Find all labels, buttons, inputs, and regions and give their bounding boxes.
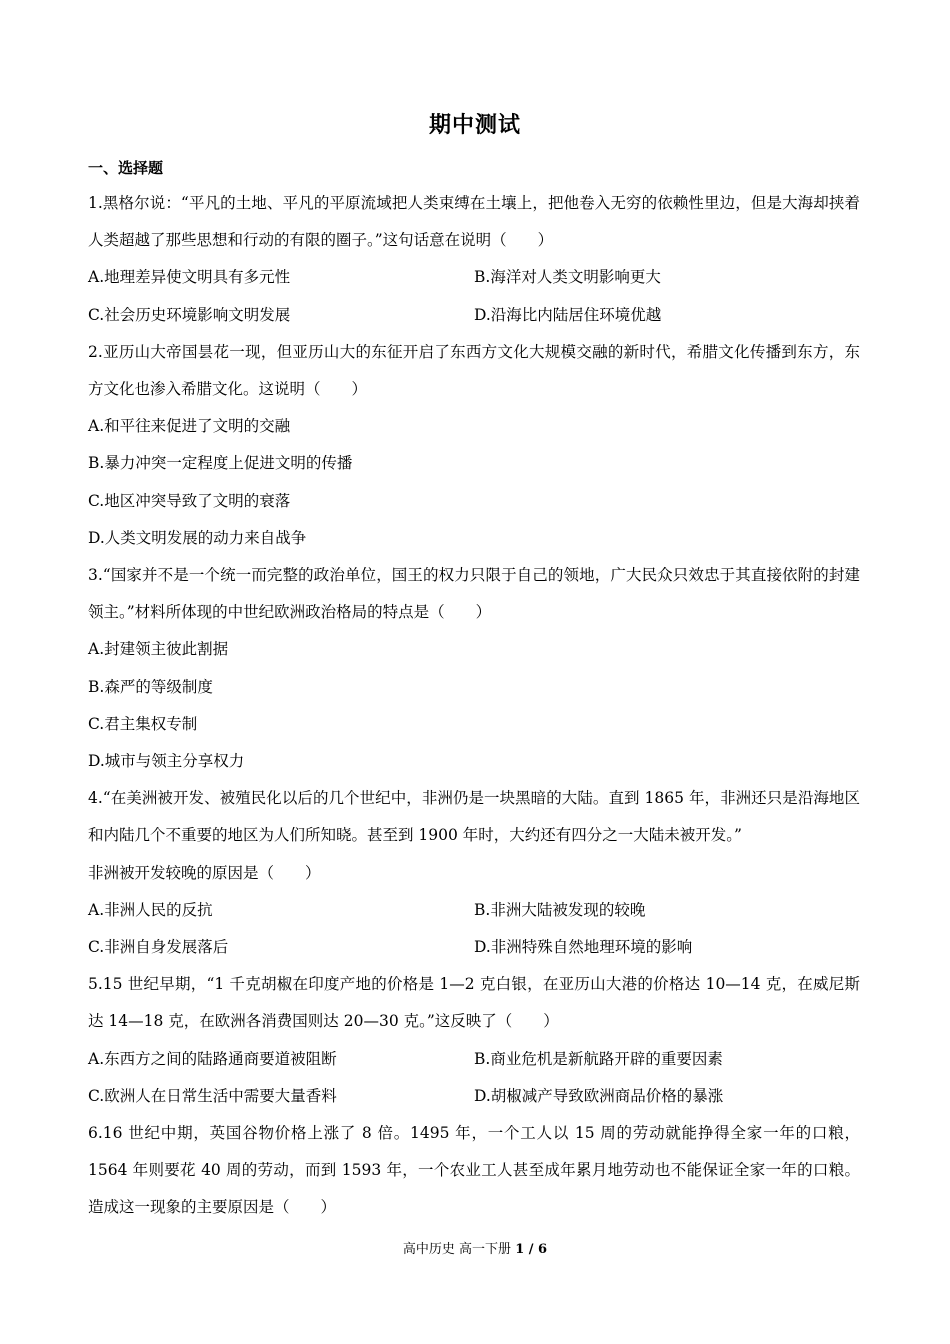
question-stem-continued: 非洲被开发较晚的原因是（ ） bbox=[88, 863, 321, 882]
question-stem: 4.“在美洲被开发、被殖民化以后的几个世纪中，非洲仍是一块黑暗的大陆。直到 1865 年，非洲还只是沿海地区和内陆几个不重要的地区为人们所知晓。甚至到 1900 年时，大约还有四分之一大陆未被开发。” bbox=[88, 789, 860, 845]
option-row bbox=[88, 297, 860, 334]
question-stem: 3.“国家并不是一个统一而完整的政治单位，国王的权力只限于自己的领地，广大民众只效忠于其直接依附的封建领主。”材料所体现的中世纪欧洲政治格局的特点是（ ） bbox=[88, 566, 860, 622]
option-b: B.海洋对人类文明影响更大 bbox=[474, 268, 661, 287]
page-number: 1 / 6 bbox=[515, 1242, 548, 1257]
option-b: B.暴力冲突一定程度上促进文明的传播 bbox=[88, 454, 353, 473]
section-heading: 一、选择题 bbox=[88, 159, 164, 177]
page-footer bbox=[0, 1238, 950, 1257]
question bbox=[88, 1115, 860, 1227]
option-d: D.城市与领主分享权力 bbox=[88, 752, 245, 771]
question bbox=[88, 185, 860, 334]
questions-body bbox=[88, 185, 860, 1227]
option-d: D.胡椒减产导致欧洲商品价格的暴涨 bbox=[474, 1086, 724, 1105]
option-d: D.非洲特殊自然地理环境的影响 bbox=[474, 938, 693, 957]
option-row bbox=[88, 929, 860, 966]
option-c: C.非洲自身发展落后 bbox=[88, 938, 229, 957]
option-c: C.地区冲突导致了文明的衰落 bbox=[88, 491, 291, 510]
option-c: C.欧洲人在日常生活中需要大量香料 bbox=[88, 1086, 337, 1105]
option-c: C.君主集权专制 bbox=[88, 714, 198, 733]
question-stem: 5.15 世纪早期，“1 千克胡椒在印度产地的价格是 1—2 克白银，在亚历山大港的价格达 10—14 克，在威尼斯达 14—18 克，在欧洲各消费国则达 20—30 克。”这反映了（ ） bbox=[88, 975, 860, 1031]
question-stem: 1.黑格尔说：“平凡的土地、平凡的平原流域把人类束缚在土壤上，把他卷入无穷的依赖性里边，但是大海却挟着人类超越了那些思想和行动的有限的圈子。”这句话意在说明（ ） bbox=[88, 194, 860, 250]
question bbox=[88, 334, 860, 557]
option-d: D.沿海比内陆居住环境优越 bbox=[474, 305, 662, 324]
question bbox=[88, 557, 860, 780]
question-stem: 2.亚历山大帝国昙花一现，但亚历山大的东征开启了东西方文化大规模交融的新时代，希腊文化传播到东方，东方文化也渗入希腊文化。这说明（ ） bbox=[88, 342, 860, 399]
option-a: A.和平往来促进了文明的交融 bbox=[88, 417, 291, 436]
option-a: A.地理差异使文明具有多元性 bbox=[88, 268, 291, 287]
option-b: B.商业危机是新航路开辟的重要因素 bbox=[474, 1049, 723, 1068]
footer-label: 高中历史 高一下册 bbox=[402, 1242, 516, 1257]
option-b: B.森严的等级制度 bbox=[88, 677, 213, 696]
option-row bbox=[88, 1078, 860, 1115]
option-a: A.封建领主彼此割据 bbox=[88, 640, 229, 659]
option-b: B.非洲大陆被发现的较晚 bbox=[474, 900, 646, 919]
option-d: D.人类文明发展的动力来自战争 bbox=[88, 528, 307, 547]
question bbox=[88, 966, 860, 1115]
option-row bbox=[88, 892, 860, 929]
option-a: A.东西方之间的陆路通商要道被阻断 bbox=[88, 1049, 337, 1068]
page-title: 期中测试 bbox=[428, 113, 521, 138]
question-stem: 6.16 世纪中期，英国谷物价格上涨了 8 倍。1495 年，一个工人以 15 周的劳动就能挣得全家一年的口粮，1564 年则要花 40 周的劳动，而到 1593 年，一个农业工人甚至成年累月地劳动也不能保证全家一年的口粮。造成这一现象的主要原因是（ ） bbox=[88, 1124, 860, 1217]
question bbox=[88, 780, 860, 966]
option-row bbox=[88, 1041, 860, 1078]
option-row bbox=[88, 259, 860, 296]
option-c: C.社会历史环境影响文明发展 bbox=[88, 305, 291, 324]
option-a: A.非洲人民的反抗 bbox=[88, 900, 213, 919]
